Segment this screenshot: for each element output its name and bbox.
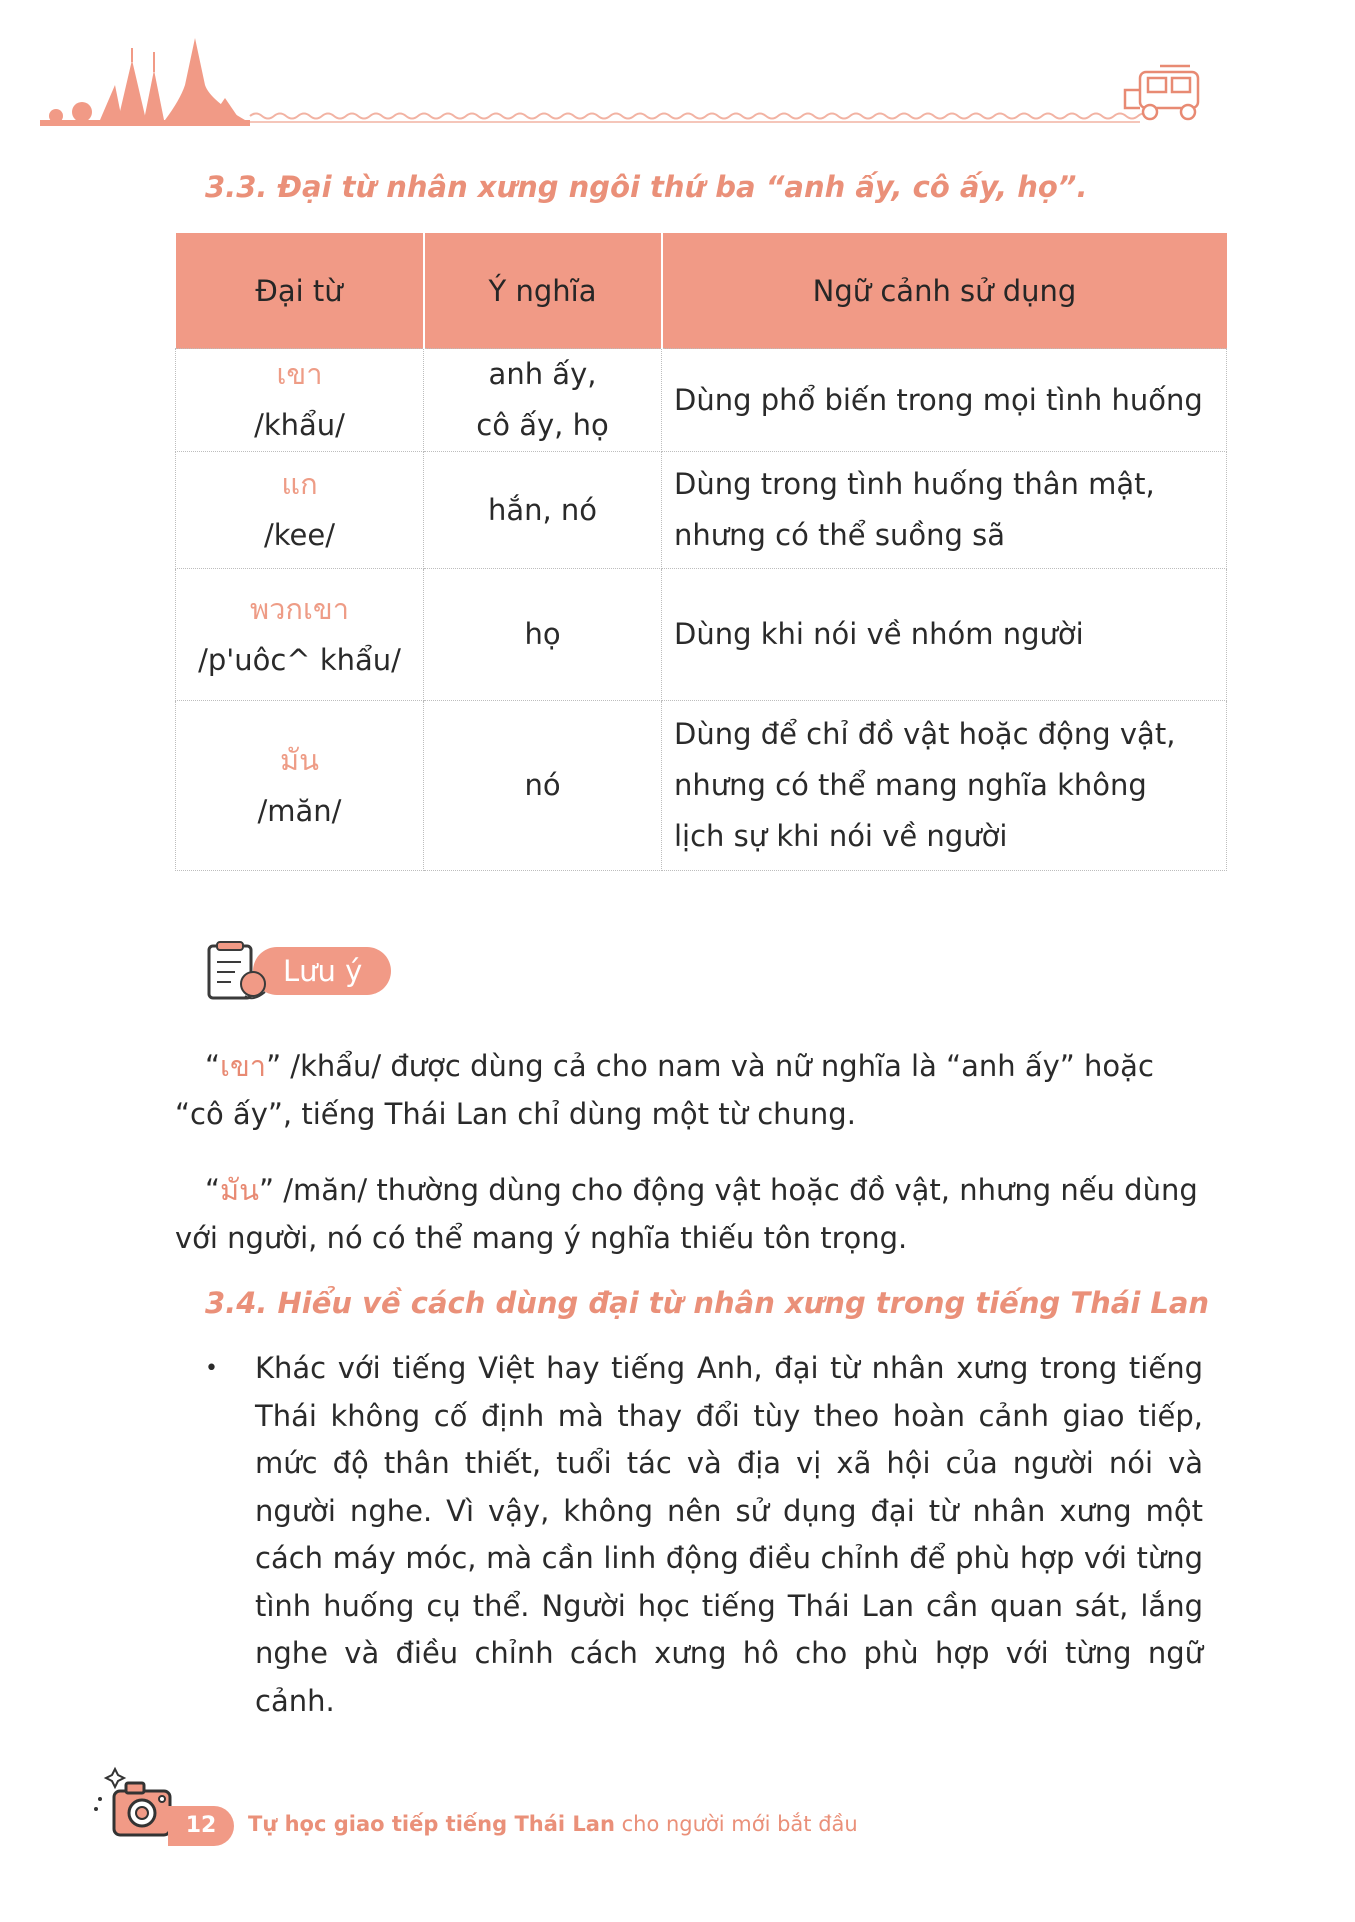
section-title-3-3: 3.3. Đại từ nhân xưng ngôi thứ ba “anh ấy, cô ấy, họ”.: [205, 170, 1088, 204]
meaning-cell: [424, 349, 662, 452]
context-line: nhưng có thể mang nghĩa không: [674, 768, 1147, 802]
meaning-line: họ: [524, 617, 561, 651]
pronoun-table: [175, 233, 1227, 871]
bullet-dot: •: [205, 1356, 218, 1381]
context-cell: [662, 569, 1227, 701]
thai-word: พวกเขา: [250, 591, 349, 626]
thai-word: เขา: [220, 1049, 267, 1083]
header-pronoun: Đại từ: [176, 233, 424, 349]
context-line: lịch sự khi nói về người: [674, 819, 1008, 853]
meaning-line: cô ấy, họ: [476, 408, 609, 442]
thai-word: มัน: [220, 1173, 259, 1207]
meaning-line: anh ấy,: [488, 357, 597, 391]
transliteration: /khẩu/: [254, 408, 345, 442]
context-line: Dùng để chỉ đồ vật hoặc động vật,: [674, 717, 1176, 751]
thai-word: แก: [281, 467, 318, 501]
quote-mark: “: [205, 1049, 221, 1083]
bullet-list: [205, 1345, 1203, 1725]
page-number: 12: [168, 1806, 234, 1846]
transliteration: /p'uôc^ khẩu/: [198, 642, 401, 677]
context-cell: [662, 452, 1227, 569]
note-text: ” /khẩu/ được dùng cả cho nam và nữ nghĩa là “anh ấy” hoặc “cô ấy”, tiếng Thái Lan chỉ dùng một từ chung.: [175, 1049, 1154, 1131]
header-decoration: [40, 30, 1220, 130]
pronoun-cell: [176, 569, 424, 701]
note-text: ” /măn/ thường dùng cho động vật hoặc đồ vật, nhưng nếu dùng với người, nó có thể mang ý nghĩa thiếu tôn trọng.: [175, 1173, 1198, 1255]
context-cell: [662, 349, 1227, 452]
table-row: [176, 569, 1227, 701]
table-row: [176, 349, 1227, 452]
wavy-divider: [250, 114, 1150, 119]
footer-title-bold: Tự học giao tiếp tiếng Thái Lan: [248, 1812, 615, 1836]
thai-word: เขา: [276, 357, 323, 391]
pronoun-cell: [176, 452, 424, 569]
meaning-cell: [424, 569, 662, 701]
pronoun-cell: [176, 349, 424, 452]
context-line: nhưng có thể suồng sã: [674, 518, 1005, 552]
bullet-text: Khác với tiếng Việt hay tiếng Anh, đại từ nhân xưng trong tiếng Thái không cố định mà thay đổi tùy theo hoàn cảnh giao tiếp, mức độ thân thiết, tuổi tác và địa vị xã hội của người nói và người nghe. Vì vậy, không nên sử dụng đại từ nhân xưng một cách máy móc, mà cần linh động điều chỉnh để phù hợp với từng tình huống cụ thể. Người học tiếng Thái Lan cần quan sát, lắng nghe và điều chỉnh cách xưng hô cho phù hợp với từng ngữ cảnh.: [255, 1351, 1203, 1718]
note-paragraph: [175, 1042, 1205, 1138]
meaning-line: hắn, nó: [487, 492, 598, 527]
footer-book-title: [248, 1812, 858, 1836]
transliteration: /kee/: [264, 518, 335, 552]
transliteration: /măn/: [257, 793, 342, 828]
pronoun-cell: [176, 701, 424, 871]
notepad-icon: [205, 940, 285, 1006]
list-item: [205, 1345, 1203, 1725]
tuk-tuk-icon: [1125, 66, 1198, 119]
meaning-line: nó: [524, 768, 561, 802]
meaning-cell: [424, 452, 662, 569]
table-header-row: [176, 233, 1227, 349]
context-line: Dùng trong tình huống thân mật,: [674, 467, 1155, 501]
note-label-text: Lưu ý: [283, 954, 363, 988]
note-paragraph: [175, 1166, 1205, 1262]
camera-icon: [90, 1765, 180, 1845]
quote-mark: “: [205, 1173, 221, 1207]
thai-word: มัน: [280, 742, 319, 777]
note-label: [205, 940, 395, 1006]
table-row: [176, 701, 1227, 871]
context-line: Dùng phổ biến trong mọi tình huống: [674, 382, 1203, 417]
meaning-cell: [424, 701, 662, 871]
header-context: Ngữ cảnh sử dụng: [662, 233, 1227, 349]
table-row: [176, 452, 1227, 569]
header-meaning: Ý nghĩa: [424, 233, 662, 349]
temple-skyline-icon: [40, 38, 250, 126]
footer-title-rest: cho người mới bắt đầu: [614, 1812, 858, 1836]
section-title-3-4: 3.4. Hiểu về cách dùng đại từ nhân xưng trong tiếng Thái Lan: [205, 1286, 1210, 1320]
context-cell: [662, 701, 1227, 871]
context-line: Dùng khi nói về nhóm người: [674, 617, 1084, 651]
